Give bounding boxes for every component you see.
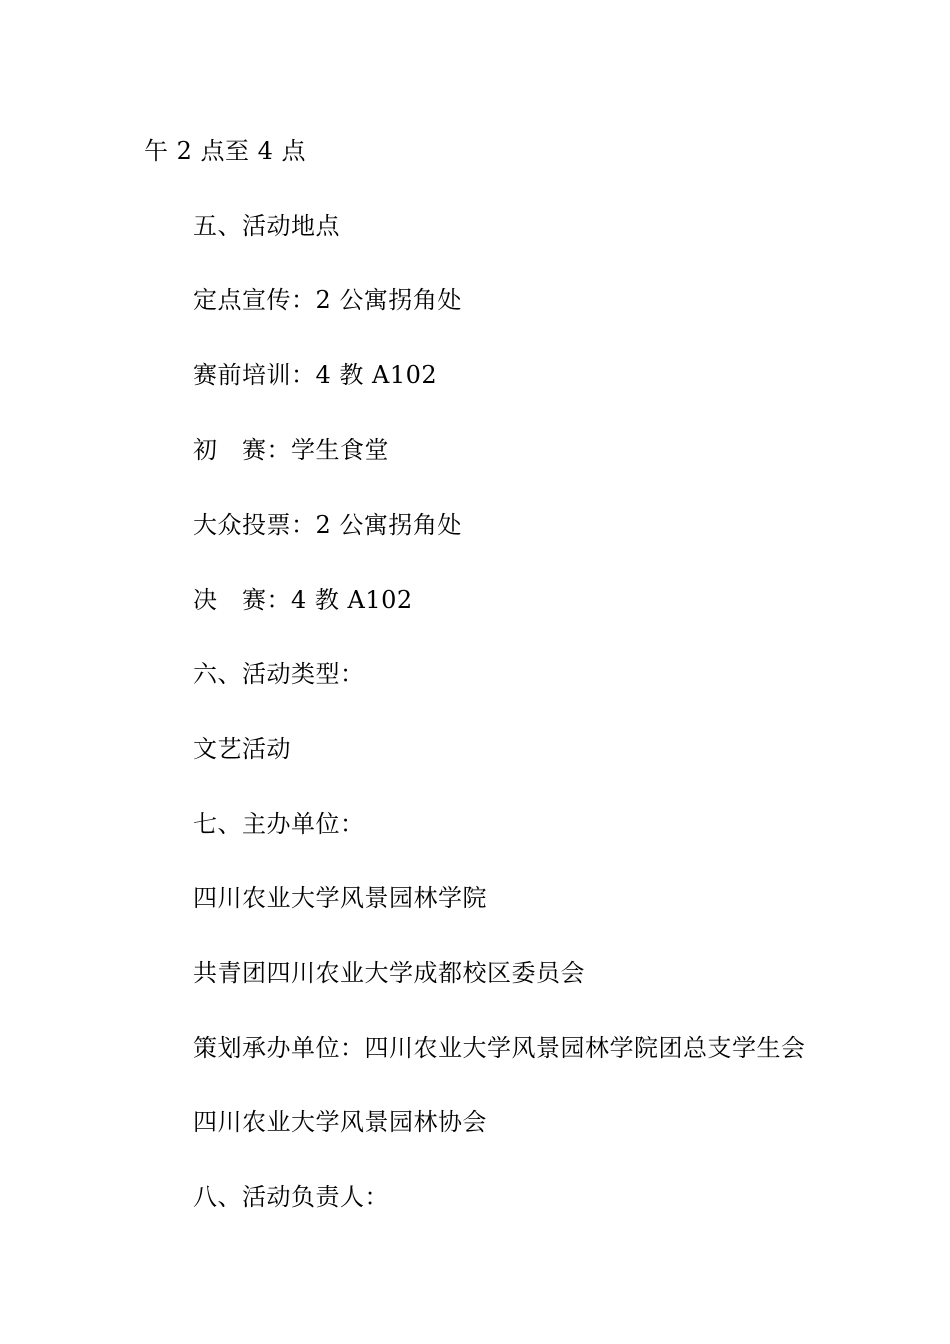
venue-final: 决 赛：4 教 A102: [193, 586, 413, 614]
organizer-youth-league: 共青团四川农业大学成都校区委员会: [193, 959, 585, 987]
venue-promotion: 定点宣传：2 公寓拐角处: [193, 286, 462, 314]
activity-type: 文艺活动: [193, 735, 291, 763]
section-heading-person-in-charge: 八、活动负责人：: [193, 1183, 389, 1211]
continuation-line-time: 午 2 点至 4 点: [144, 137, 307, 165]
venue-preliminary: 初 赛：学生食堂: [193, 436, 389, 464]
venue-training: 赛前培训：4 教 A102: [193, 361, 438, 389]
organizer-college: 四川农业大学风景园林学院: [193, 884, 487, 912]
co-organizer-association: 四川农业大学风景园林协会: [193, 1108, 487, 1136]
section-heading-venue: 五、活动地点: [193, 212, 340, 240]
section-heading-type: 六、活动类型：: [193, 660, 365, 688]
co-organizer: 策划承办单位：四川农业大学风景园林学院团总支学生会: [193, 1034, 806, 1062]
section-heading-organizer: 七、主办单位：: [193, 810, 365, 838]
venue-public-vote: 大众投票：2 公寓拐角处: [193, 511, 462, 539]
